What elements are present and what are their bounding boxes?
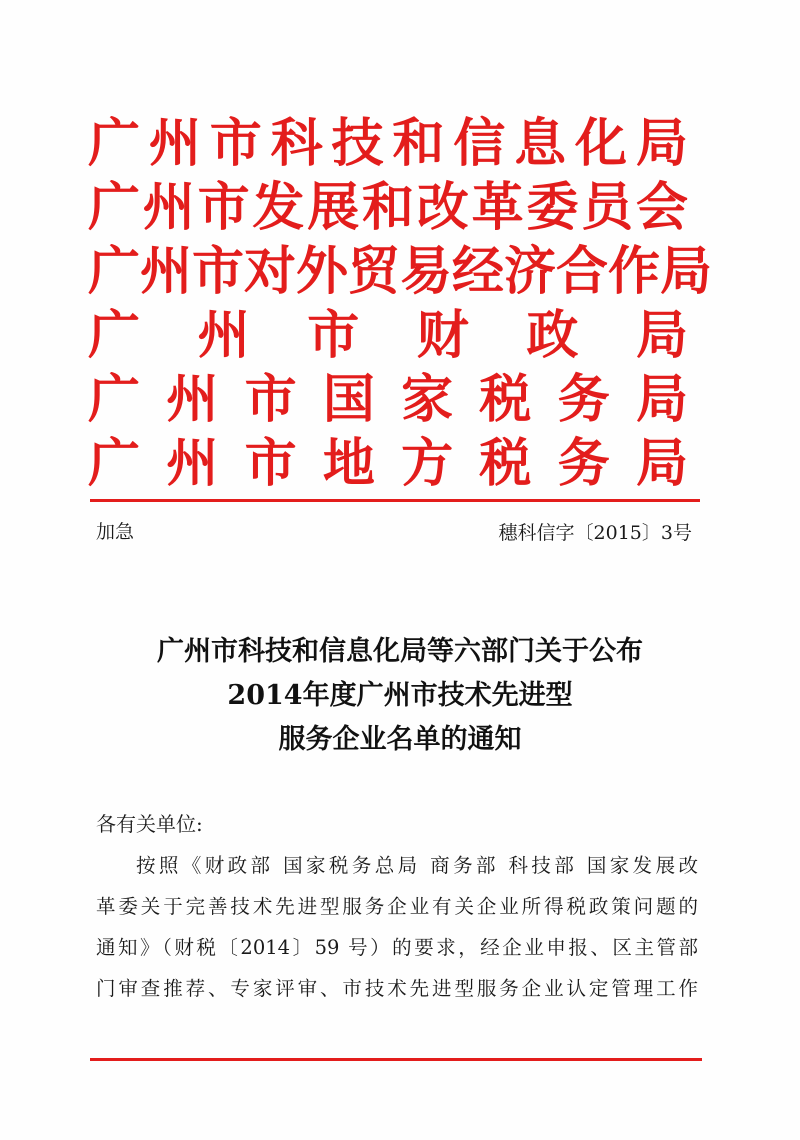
agency-char: 作 — [608, 241, 661, 302]
agency-char: 易 — [400, 241, 453, 302]
agency-char: 广 — [88, 433, 141, 494]
body-line: 按照《财政部 国家税务总局 商务部 科技部 国家发展改 — [136, 854, 698, 877]
agency-char: 市 — [209, 113, 262, 174]
urgency-label: 加急 — [96, 521, 135, 543]
agency-char: 市 — [197, 177, 250, 238]
agency-char: 息 — [514, 113, 567, 174]
agency-line — [88, 240, 713, 304]
agency-char: 经 — [452, 241, 505, 302]
body-line: 门审查推荐、专家评审、市技术先进型服务企业认定管理工作 — [96, 977, 698, 1000]
agency-char: 广 — [88, 241, 141, 302]
agency-line — [88, 112, 688, 176]
agency-char: 广 — [88, 177, 141, 238]
agency-line — [88, 432, 688, 496]
body-line: 革委关于完善技术先进型服务企业有关企业所得税政策问题的 — [96, 895, 698, 918]
agency-char: 广 — [88, 305, 141, 366]
agency-char: 州 — [197, 305, 250, 366]
agency-char: 税 — [479, 433, 532, 494]
agency-char: 地 — [322, 433, 375, 494]
agency-char: 合 — [556, 241, 609, 302]
agency-char: 和 — [361, 177, 414, 238]
agency-char: 贸 — [348, 241, 401, 302]
agency-char: 委 — [526, 177, 579, 238]
agency-char: 市 — [244, 433, 297, 494]
agency-char: 局 — [635, 369, 688, 430]
agency-char: 员 — [581, 177, 634, 238]
agency-char: 务 — [557, 369, 610, 430]
agency-char: 改 — [416, 177, 469, 238]
agency-char: 税 — [479, 369, 532, 430]
agency-char: 发 — [252, 177, 305, 238]
agency-char: 革 — [471, 177, 524, 238]
agency-char: 市 — [244, 369, 297, 430]
agency-char: 广 — [88, 113, 141, 174]
agency-char: 会 — [635, 177, 688, 238]
agency-line — [88, 368, 688, 432]
agency-char: 局 — [635, 305, 688, 366]
body-paragraph — [96, 845, 698, 1009]
agency-char: 州 — [148, 113, 201, 174]
agency-char: 和 — [392, 113, 445, 174]
agency-char: 外 — [296, 241, 349, 302]
title-line: 服务企业名单的通知 — [278, 724, 522, 755]
masthead-divider — [90, 499, 700, 502]
agency-char: 市 — [192, 241, 245, 302]
document-title — [60, 630, 740, 762]
agency-line — [88, 304, 688, 368]
agency-char: 财 — [416, 305, 469, 366]
document-number: 穗科信字〔2015〕3号 — [498, 522, 692, 544]
agency-char: 政 — [526, 305, 579, 366]
salutation: 各有关单位: — [96, 812, 203, 836]
agency-char: 市 — [307, 305, 360, 366]
agency-char: 化 — [575, 113, 628, 174]
agency-line — [88, 176, 688, 240]
agency-char: 展 — [307, 177, 360, 238]
agency-char: 局 — [635, 433, 688, 494]
agency-char: 局 — [635, 113, 688, 174]
agency-char: 家 — [401, 369, 454, 430]
agency-char: 务 — [557, 433, 610, 494]
body-line: 通知》（财税〔2014〕59 号）的要求，经企业申报、区主管部 — [96, 936, 698, 959]
agency-char: 州 — [166, 433, 219, 494]
agency-char: 信 — [453, 113, 506, 174]
agency-masthead — [88, 112, 713, 496]
agency-char: 方 — [401, 433, 454, 494]
agency-char: 技 — [331, 113, 384, 174]
agency-char: 广 — [88, 369, 141, 430]
agency-char: 州 — [142, 177, 195, 238]
agency-char: 科 — [270, 113, 323, 174]
agency-char: 州 — [166, 369, 219, 430]
title-line: 广州市科技和信息化局等六部门关于公布 — [157, 636, 643, 667]
agency-char: 州 — [140, 241, 193, 302]
agency-char: 局 — [660, 241, 713, 302]
agency-char: 济 — [504, 241, 557, 302]
agency-char: 对 — [244, 241, 297, 302]
footer-divider — [90, 1058, 702, 1061]
title-line: 2014年度广州市技术先进型 — [227, 680, 573, 711]
agency-char: 国 — [322, 369, 375, 430]
